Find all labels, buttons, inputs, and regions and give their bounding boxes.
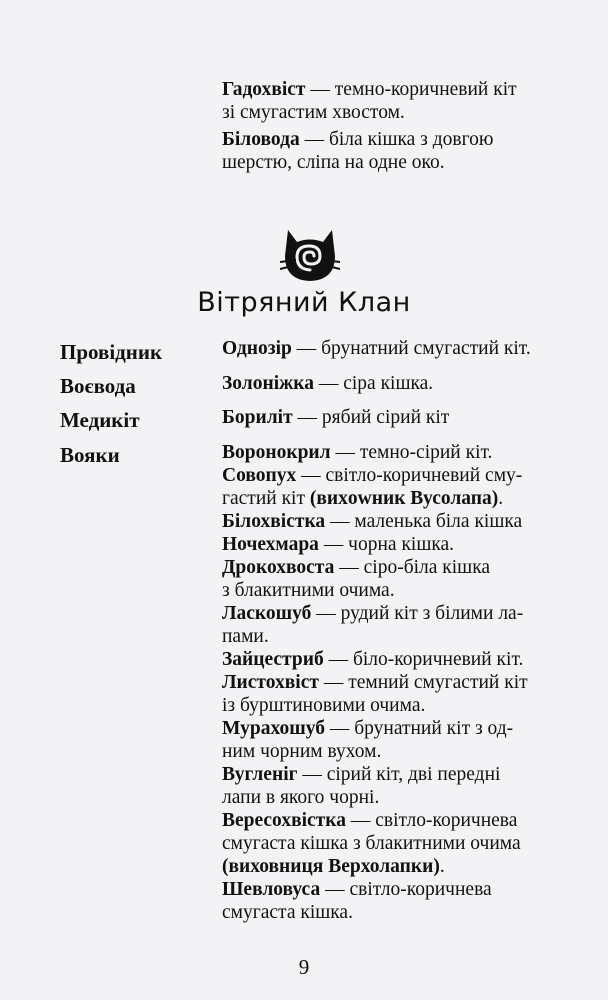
cat-name: Білохвістка [222,511,326,532]
entry-medicine [222,406,562,429]
mentor-note: (вихowник Вусолапа) [309,488,499,509]
cat-name: Вугленіг [222,764,298,785]
cat-description-cont: смугаста кішка. [222,902,353,923]
cat-description: — брунатний смугастий кіт. [291,338,531,359]
page-number: 9 [298,955,310,979]
warrior-entry [222,533,562,556]
cat-description-cont: шерстю, сліпа на одне око. [222,152,445,173]
cat-description: — рудий кіт з білими ла- [311,603,524,624]
cat-name: Мурахошуб [222,718,325,739]
cat-description-cont: лапи в якого чорні. [222,787,380,808]
entry-deputy [222,372,562,395]
cat-description: — світло-коричнева [320,879,492,900]
warrior-entry [222,602,562,648]
warrior-entry [222,556,562,602]
cat-name: Однозір [222,338,292,359]
clan-title: Вітряний Клан [197,287,411,318]
cat-name: Совопух [222,465,297,486]
warriors-list [222,441,562,924]
cat-description: — темно-сірий кіт. [330,442,493,463]
cat-description: — сіро-біла кішка [334,557,491,578]
cat-description: — сіра кішка. [313,373,434,394]
cat-description-cont: зі смугастим хвостом. [222,102,405,123]
cat-name: Зайцестриб [222,649,324,670]
cat-name: Гадохвіст [222,79,306,100]
entry-gadokhvist [222,78,562,124]
warrior-entry [222,648,562,671]
rank-medicine-label: Медикіт [60,408,140,432]
cat-description: — світло-коричнева [345,810,518,831]
cat-description-cont: смугаста кішка з блакитними очима [222,833,521,854]
mentor-note: (виховниця Верхолапки) [222,856,440,877]
warrior-entry [222,464,562,510]
cat-name: Вересохвістка [222,810,346,831]
cat-description: — маленька біла кішка [325,511,523,532]
cat-description: — темно-коричневий кіт [305,79,517,100]
rank-warriors-label: Вояки [60,443,120,467]
warrior-entry [222,878,562,924]
cat-name: Золоніжка [222,373,314,394]
cat-description: — чорна кішка. [318,534,455,555]
cat-name: Бориліт [222,407,293,428]
warrior-entry [222,441,562,464]
warrior-entry [222,717,562,763]
warrior-entry [222,510,562,533]
warrior-entry [222,763,562,809]
cat-description: — біло-коричневий кіт. [323,649,524,670]
cat-name: Ночехмара [222,534,319,555]
cat-description-cont: із бурштиновими очима. [222,695,426,716]
cat-name: Ласкошуб [222,603,312,624]
cat-description: — темний смугастий кіт [318,672,528,693]
cat-description: — сірий кіт, дві передні [297,764,501,785]
cat-name: Біловода [222,129,300,150]
cat-description: — світло-коричневий сму- [296,465,523,486]
entry-leader [222,337,562,360]
cat-description: — рябий сірий кіт [292,407,450,428]
entry-bilovoda [222,128,562,174]
warrior-entry [222,671,562,717]
cat-name: Шевловуса [222,879,321,900]
cat-description-cont: пами. [222,626,269,647]
cat-description-cont: ним чорним вухом. [222,741,382,762]
warrior-entry [222,809,562,878]
punctuation: . [439,856,445,877]
cat-name: Воронокрил [222,442,331,463]
cat-description-cont: з блакитними очима. [222,580,395,601]
cat-name: Дрокохвоста [222,557,335,578]
cat-name: Листохвіст [222,672,319,693]
cat-description-cont: гастий кіт [222,488,310,509]
cat-description: — брунатний кіт з од- [324,718,514,739]
cat-description: — біла кішка з довгою [299,129,494,150]
rank-leader-label: Провідник [60,340,163,364]
cat-spiral-emblem-icon [280,226,340,284]
punctuation: . [498,488,504,509]
rank-deputy-label: Воєвода [60,374,136,398]
